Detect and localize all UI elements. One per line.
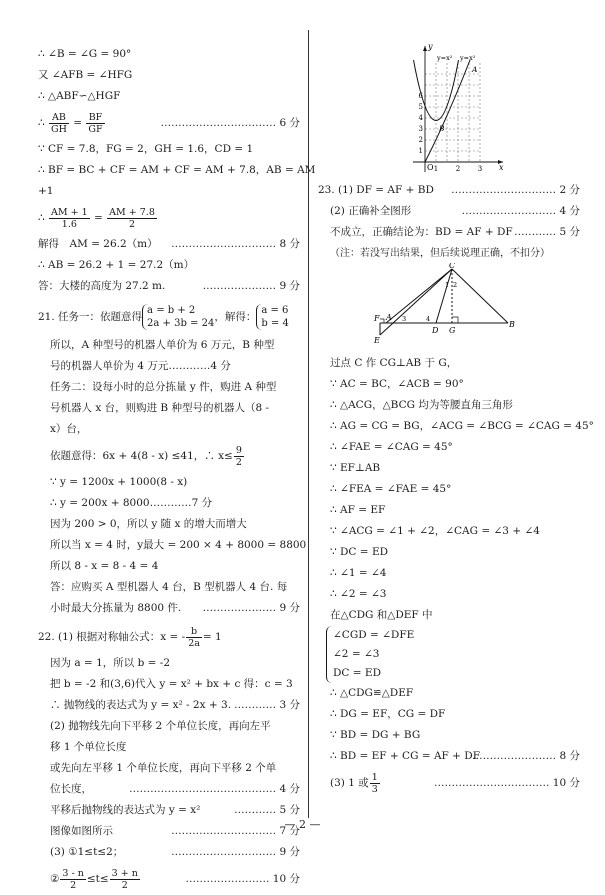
vertex-label: C	[449, 263, 456, 270]
text-line: ∴ AF = EF	[330, 504, 386, 516]
line-text: 图像如图所示	[50, 825, 113, 837]
point-label-a: A	[472, 65, 478, 74]
score-leader: ……………………… 4 分	[461, 205, 580, 217]
numerator: b	[186, 626, 202, 638]
text-line	[38, 276, 300, 297]
text-line	[318, 201, 580, 222]
x-tick-labels	[434, 165, 482, 173]
text-line	[38, 598, 300, 619]
question-21-label: 21. 任务一：依题意得	[38, 311, 143, 323]
text-line: ∵ y = 1200x + 1000(8 - x)	[50, 476, 188, 488]
fraction	[60, 868, 85, 891]
text-line: 过点 C 作 CG⊥AB 于 G，	[330, 357, 458, 369]
equation-system	[256, 304, 289, 330]
vertex-label: D	[432, 326, 439, 335]
denominator: 3	[371, 783, 378, 795]
left-column	[38, 44, 316, 895]
text-line: 移 1 个单位长度	[50, 741, 127, 753]
score-leader: …………………………… 6 分	[160, 117, 300, 129]
vertex-label: G	[449, 326, 456, 335]
fraction	[86, 112, 104, 135]
text-line: 所以 8 - x = 8 - 4 = 4	[50, 560, 159, 572]
text-line	[38, 621, 300, 653]
text-line: 又 ∠AFB = ∠HFG	[38, 69, 133, 81]
text-line: ∵ BD = DG + BG	[330, 729, 421, 741]
vertex-label: B	[509, 320, 515, 329]
text-line: ∴ ∠1 = ∠4	[330, 567, 387, 579]
score-leader: ………………………… 8 分	[171, 238, 300, 250]
y-axis-label: y	[428, 42, 433, 51]
denominator: GF	[88, 123, 103, 135]
text-line: ∴ ∠FAE = ∠CAG = 45°	[330, 441, 453, 453]
text-line	[38, 779, 300, 800]
fraction	[49, 207, 90, 230]
therefore-symbol: ∴	[38, 117, 45, 129]
text-line	[318, 767, 580, 799]
y-axis-arrow	[423, 46, 427, 51]
line-text: 小时最大分拣量为 8800 件.	[50, 602, 182, 614]
y-tick-labels	[419, 92, 424, 155]
text-line: (2) 抛物线先向下平移 2 个单位长度，再向左平	[50, 720, 271, 732]
line-text: ∴ 抛物线的表达式为 y = x² - 2x + 3.	[50, 699, 232, 711]
text-line: ∵ AC = BC，∠ACB = 90°	[330, 378, 464, 390]
angle-label: 1	[445, 281, 450, 289]
angle-label: 2	[453, 281, 458, 289]
text-line: 所以，A 种型号的机器人单价为 6 万元，B 种型	[50, 339, 275, 351]
line-text: 不成立，正确结论为：BD = AF + DF	[330, 226, 513, 238]
ratio-line	[38, 107, 300, 139]
text-line: ∴ AB = 26.2 + 1 = 27.2（m）	[38, 259, 195, 271]
equation: 2a + 3b = 24	[147, 318, 215, 329]
text-line: ∠CGD = ∠DFE	[333, 629, 415, 641]
segment-cd	[436, 269, 452, 323]
text-line: ∵ ∠ACG = ∠1 + ∠2，∠CAG = ∠3 + ∠4	[330, 525, 540, 537]
text-line: ∴ y = 200x + 8000…………7 分	[50, 497, 213, 509]
right-column-proof	[318, 353, 594, 799]
text-line: ∵ EF⊥AB	[330, 462, 381, 474]
text-line	[38, 234, 300, 255]
y-tick: 2	[418, 136, 423, 144]
question-22-label: 22. (1) 根据对称轴公式：x = -	[38, 631, 186, 643]
numerator: AB	[49, 112, 69, 124]
text-line: 任务二：设每小时的总分拣量 y 件，购进 A 种型	[50, 381, 277, 393]
score-leader: ………………………… 9 分	[171, 846, 300, 858]
page-number: — 2 —	[284, 818, 321, 831]
text-line: ∴ BF = BC + CF = AM + CF = AM + 7.8，AB = AM	[38, 164, 316, 176]
equation: a = b + 2	[147, 305, 196, 316]
text-line: ∴ DG = EF，CG = DF	[330, 708, 446, 720]
vertex-label: E	[374, 336, 380, 345]
triangle-figure	[372, 263, 520, 345]
numerator: AM + 1	[51, 206, 88, 218]
equation-system	[142, 304, 214, 330]
segment-ce	[380, 269, 452, 335]
score-leader: ………………………… 7 分	[171, 825, 300, 837]
question-23-label: 23. (1) DF = AF + BD	[318, 184, 434, 196]
numerator: 3 + n	[111, 867, 138, 879]
text-line	[38, 695, 300, 716]
text-line: 把 b = -2 和(3,6)代入 y = x² + bx + c 得：c = 3	[50, 678, 293, 690]
score-leader: ………… 3 分	[234, 699, 300, 711]
numerator: BF	[86, 112, 104, 124]
text-line: ∠2 = ∠3	[333, 648, 380, 660]
denominator: 1.6	[61, 218, 77, 230]
point-label-b: B	[439, 124, 445, 133]
score-leader: …………………… 10 分	[185, 873, 300, 885]
text-line: ∴ AG = CG = BG，∠ACG = ∠BCG = ∠CAG = 45°	[330, 420, 594, 432]
score-leader: ………… 5 分	[234, 804, 300, 816]
line-text: 依题意得：6x + 4(8 - x) ≤41，∴ x≤	[50, 450, 233, 462]
score-leader: …………………………… 10 分	[433, 777, 580, 789]
curve-label: y=x²	[437, 54, 453, 62]
line-text: 位长度，	[50, 783, 92, 795]
text-line: 或先向左平移 1 个单位长度，再向下平移 2 个单	[50, 762, 277, 774]
text-line: ∴ △ABF∽△HGF	[38, 90, 121, 102]
equation: a = 6	[261, 305, 289, 316]
numerator: 3 - n	[62, 867, 84, 879]
angle-label: 3	[402, 315, 407, 323]
parabola-curve	[425, 60, 470, 162]
line-text: (2) 正确补全图形	[330, 205, 412, 217]
text-line	[318, 222, 580, 243]
denominator: GH	[51, 123, 67, 135]
line-text: = 1	[202, 631, 222, 643]
y-tick: 6	[418, 92, 423, 100]
line-text: ≤t≤	[86, 873, 109, 885]
numerator: 9	[235, 444, 242, 456]
denominator: 2	[235, 456, 242, 468]
right-angle-mark	[452, 317, 458, 323]
text-line	[318, 180, 580, 201]
segment-ac	[386, 269, 452, 323]
segment-bc	[452, 269, 508, 323]
x-tick: 3	[477, 165, 483, 173]
x-tick: 2	[455, 165, 461, 173]
text-line: ∴ ∠FEA = ∠FAE = 45°	[330, 483, 452, 495]
curve-label: y=x²	[460, 54, 476, 62]
vertex-label: F	[374, 314, 380, 323]
line-text: ∴ BD = EF + CG = AF + DF	[330, 750, 480, 762]
denominator: 2	[121, 879, 128, 891]
right-column	[318, 180, 580, 264]
y-tick: 1	[418, 147, 423, 155]
text-line: ∵ DC = ED	[330, 546, 389, 558]
x-axis-label: x	[499, 163, 504, 172]
text-line: 因为 200 > 0，所以 y 随 x 的增大而增大	[50, 518, 247, 530]
fraction	[110, 868, 140, 891]
graph-grid	[425, 63, 480, 162]
denominator: 2	[129, 218, 136, 230]
text-line: 答：应购买 A 型机器人 4 台，B 型机器人 4 台. 每	[50, 581, 288, 593]
fraction	[234, 445, 244, 468]
text-line: ∴ ∠2 = ∠3	[330, 588, 387, 600]
text-line: +1	[38, 185, 54, 197]
score-leader: ………………… 9 分	[202, 280, 300, 292]
fraction	[370, 772, 380, 795]
text-line: 在△CDG 和△DEF 中	[330, 609, 433, 621]
text-line: x）台，	[50, 423, 88, 435]
equation: b = 4	[261, 318, 289, 329]
text-line	[318, 746, 580, 767]
fraction	[49, 112, 69, 135]
therefore-symbol: ∴	[38, 212, 45, 224]
text-line	[38, 842, 300, 863]
system-line	[38, 299, 300, 335]
line-text: 解得 AM = 26.2（m）	[38, 238, 158, 250]
score-leader: …………………… 8 分	[472, 750, 580, 762]
solve-text: ，解得：	[214, 311, 257, 323]
text-line: ∴ △ACG，△BCG 均为等腰直角三角形	[330, 399, 513, 411]
congruence-system	[326, 626, 580, 683]
column-divider	[308, 30, 309, 818]
line-text: ②	[50, 873, 60, 885]
angle-label: 4	[426, 315, 431, 323]
y-tick: 4	[418, 114, 423, 122]
origin-label: O	[427, 163, 434, 172]
vertex-label: A	[386, 313, 392, 322]
text-line: 因为 a = 1，所以 b = -2	[50, 657, 171, 669]
right-angle-mark	[380, 319, 384, 323]
text-line: ∵ CF = 7.8，FG = 2，GH = 1.6，CD = 1	[38, 143, 254, 155]
line-text: (3) ①1≤t≤2；	[50, 846, 124, 858]
denominator: 2	[70, 879, 77, 891]
line-text: (3) 1 或	[330, 777, 369, 789]
text-line: 所以当 x = 4 时，y最大 = 200 × 4 + 8000 = 8800	[50, 539, 307, 551]
fraction	[107, 207, 157, 230]
fraction	[186, 626, 202, 649]
score-leader: ………………… 9 分	[202, 602, 300, 614]
text-line	[38, 863, 300, 895]
line-text: 平移后抛物线的表达式为 y = x²	[50, 804, 201, 816]
text-line: ∴ ∠B = ∠G = 90°	[38, 48, 132, 60]
text-line	[38, 440, 300, 472]
text-line: 号机器人 x 台，则购进 B 种型号的机器人（8 -	[50, 402, 270, 414]
triangle-lines	[380, 269, 508, 335]
score-leader: ………………………… 2 分	[451, 184, 580, 196]
text-line: ∴ △CDG≌△DEF	[330, 687, 414, 699]
line-text: 答：大楼的高度为 27.2 m.	[38, 280, 166, 292]
text-line: （注：若没写出结果，但后续说理正确，不扣分）	[330, 248, 550, 259]
x-tick: 1	[433, 165, 439, 173]
ratio-line	[38, 202, 300, 234]
y-tick: 3	[418, 125, 423, 133]
numerator: 1	[371, 771, 378, 783]
parabola-graph	[408, 40, 508, 175]
y-tick: 5	[418, 103, 423, 111]
equals-sign: =	[73, 117, 83, 129]
score-leader: …………………………………… 4 分	[129, 783, 300, 795]
text-line: DC = ED	[333, 667, 382, 679]
denominator: 2a	[188, 637, 200, 649]
equals-sign: =	[94, 212, 103, 224]
text-line: 号的机器人单价为 4 万元…………4 分	[50, 360, 231, 372]
numerator: AM + 7.8	[109, 206, 155, 218]
score-leader: ………… 5 分	[514, 226, 580, 238]
